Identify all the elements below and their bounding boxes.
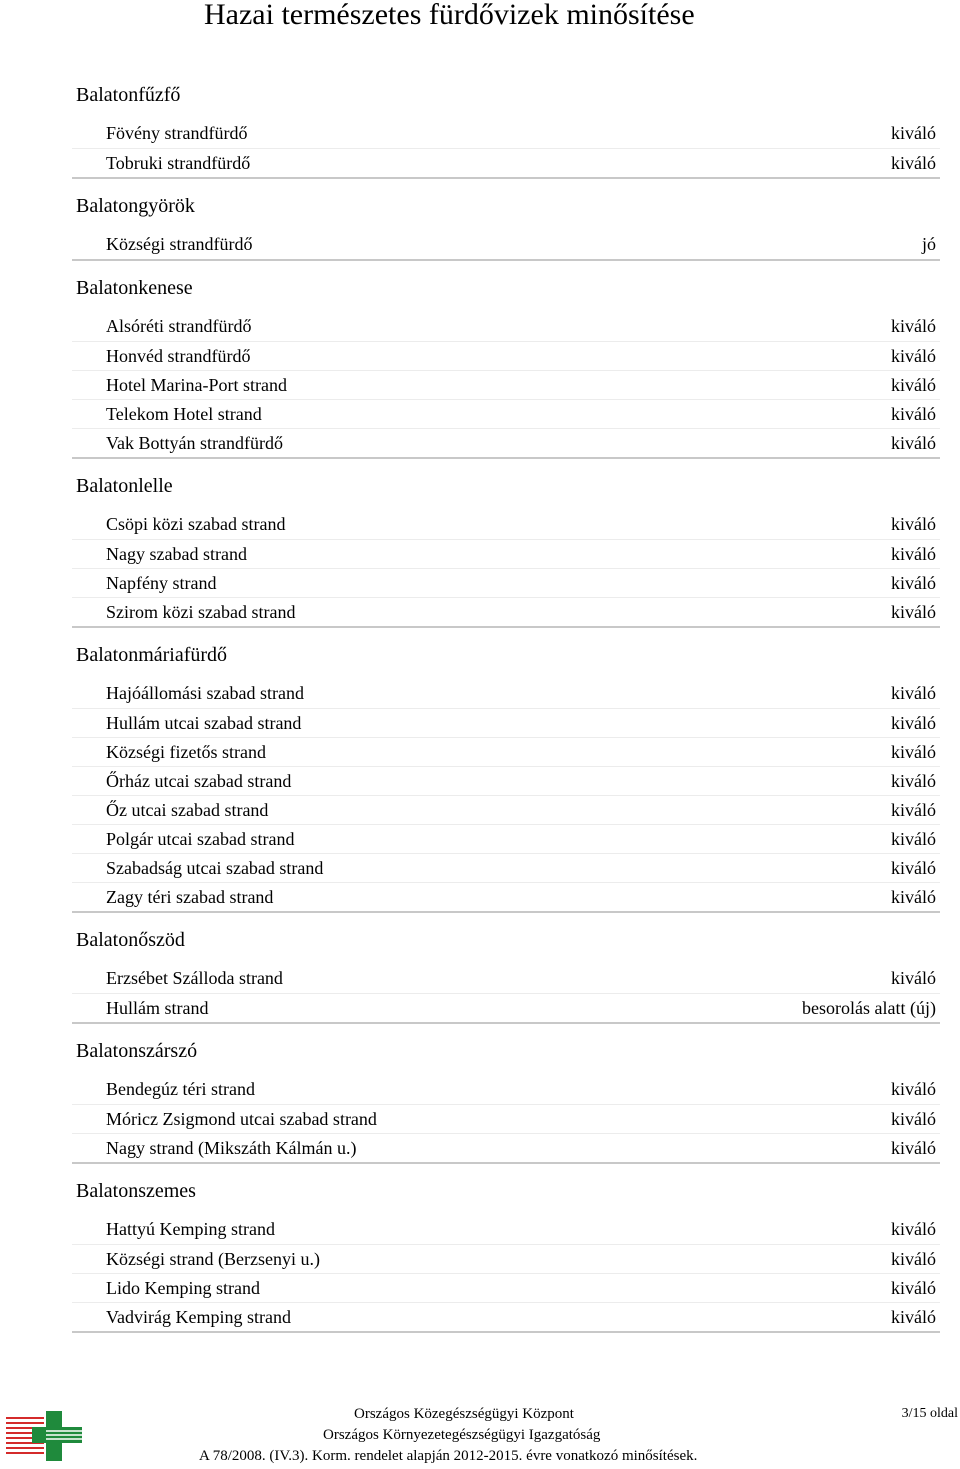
page-footer [0, 1400, 960, 1469]
location-heading: Balatonszemes [76, 1180, 196, 1202]
beach-row [72, 882, 940, 911]
beach-name: Bendegúz téri strand [106, 1079, 255, 1099]
quality-rating: kiváló [891, 433, 936, 453]
beach-row [72, 119, 940, 148]
beach-row [72, 341, 940, 370]
beach-name: Hotel Marina-Port strand [106, 375, 287, 395]
location-heading: Balatonlelle [76, 475, 173, 497]
quality-rating: kiváló [891, 713, 936, 733]
footer-directorate: Országos Környezetegészségügyi Igazgatóság [323, 1427, 601, 1443]
beach-name: Őz utcai szabad strand [106, 800, 269, 820]
beach-row [72, 766, 940, 795]
beach-row [72, 1302, 940, 1331]
beach-row [72, 1244, 940, 1273]
beach-name: Őrház utcai szabad strand [106, 771, 292, 791]
beach-name: Nagy szabad strand [106, 544, 247, 564]
quality-rating: kiváló [891, 742, 936, 762]
beach-list [72, 312, 940, 459]
beach-name: Községi strandfürdő [106, 234, 253, 254]
quality-rating: kiváló [891, 375, 936, 395]
beach-list [72, 510, 940, 628]
quality-rating: kiváló [891, 404, 936, 424]
beach-name: Vak Bottyán strandfürdő [106, 433, 283, 453]
beach-row [72, 1104, 940, 1133]
health-cross-logo-icon [4, 1408, 86, 1464]
beach-row [72, 510, 940, 539]
quality-rating: kiváló [891, 800, 936, 820]
quality-rating: kiváló [891, 1138, 936, 1158]
beach-name: Hajóállomási szabad strand [106, 683, 304, 703]
location-section [72, 640, 940, 913]
quality-rating: kiváló [891, 123, 936, 143]
beach-row [72, 993, 940, 1022]
quality-rating: kiváló [891, 602, 936, 622]
location-heading: Balatonőszöd [76, 929, 185, 951]
beach-name: Hullám utcai szabad strand [106, 713, 302, 733]
beach-name: Alsóréti strandfürdő [106, 316, 252, 336]
quality-rating: kiváló [891, 771, 936, 791]
beach-list [72, 679, 940, 913]
beach-name: Szirom közi szabad strand [106, 602, 296, 622]
location-heading: Balatonkenese [76, 277, 193, 299]
beach-name: Lido Kemping strand [106, 1278, 260, 1298]
location-section [72, 80, 940, 179]
bathing-water-list [72, 80, 940, 1345]
quality-rating: kiváló [891, 1249, 936, 1269]
beach-name: Tobruki strandfürdő [106, 153, 251, 173]
beach-row [72, 597, 940, 626]
beach-list [72, 230, 940, 261]
beach-name: Honvéd strandfürdő [106, 346, 251, 366]
beach-name: Móricz Zsigmond utcai szabad strand [106, 1109, 377, 1129]
beach-row [72, 539, 940, 568]
quality-rating: kiváló [891, 316, 936, 336]
beach-row [72, 428, 940, 457]
beach-name: Szabadság utcai szabad strand [106, 858, 324, 878]
beach-list [72, 964, 940, 1024]
beach-row [72, 1133, 940, 1162]
quality-rating: kiváló [891, 1278, 936, 1298]
beach-name: Csöpi közi szabad strand [106, 514, 286, 534]
beach-name: Fövény strandfürdő [106, 123, 248, 143]
beach-row [72, 312, 940, 341]
beach-name: Napfény strand [106, 573, 217, 593]
quality-rating: kiváló [891, 514, 936, 534]
quality-rating: kiváló [891, 153, 936, 173]
beach-row [72, 568, 940, 597]
beach-name: Telekom Hotel strand [106, 404, 262, 424]
location-section [72, 1176, 940, 1333]
location-section [72, 1036, 940, 1164]
beach-name: Vadvirág Kemping strand [106, 1307, 291, 1327]
beach-name: Községi strand (Berzsenyi u.) [106, 1249, 320, 1269]
location-heading: Balatonszárszó [76, 1040, 198, 1062]
quality-rating: kiváló [891, 346, 936, 366]
beach-row [72, 399, 940, 428]
quality-rating: kiváló [891, 1079, 936, 1099]
beach-row [72, 708, 940, 737]
beach-name: Polgár utcai szabad strand [106, 829, 295, 849]
quality-rating: kiváló [891, 858, 936, 878]
beach-list [72, 119, 940, 179]
quality-rating: kiváló [891, 829, 936, 849]
beach-name: Zagy téri szabad strand [106, 887, 274, 907]
beach-row [72, 795, 940, 824]
beach-row [72, 824, 940, 853]
location-section [72, 925, 940, 1024]
page-title: Hazai természetes fürdővizek minősítése [204, 0, 695, 31]
quality-rating: jó [921, 234, 936, 254]
location-heading: Balatongyörök [76, 195, 195, 217]
beach-row [72, 679, 940, 708]
location-heading: Balatonfűzfő [76, 84, 181, 106]
quality-rating: kiváló [891, 683, 936, 703]
beach-name: Községi fizetős strand [106, 742, 266, 762]
beach-row [72, 1273, 940, 1302]
beach-name: Erzsébet Szálloda strand [106, 968, 283, 988]
beach-row [72, 370, 940, 399]
footer-legal-note: A 78/2008. (IV.3). Korm. rendelet alapján 2012-2015. évre vonatkozó minősítések. [199, 1448, 698, 1464]
beach-row [72, 853, 940, 882]
beach-row [72, 1075, 940, 1104]
quality-rating: kiváló [891, 968, 936, 988]
location-section [72, 273, 940, 459]
beach-row [72, 964, 940, 993]
quality-rating: kiváló [891, 1307, 936, 1327]
location-heading: Balatonmáriafürdő [76, 644, 228, 666]
beach-row [72, 230, 940, 259]
location-section [72, 471, 940, 628]
beach-list [72, 1075, 940, 1164]
location-section [72, 191, 940, 261]
quality-rating: besorolás alatt (új) [802, 998, 936, 1018]
page-number: 3/15 oldal [901, 1406, 958, 1421]
quality-rating: kiváló [891, 1219, 936, 1239]
quality-rating: kiváló [891, 1109, 936, 1129]
beach-name: Hullám strand [106, 998, 209, 1018]
beach-name: Nagy strand (Mikszáth Kálmán u.) [106, 1138, 357, 1158]
beach-row [72, 1215, 940, 1244]
beach-row [72, 148, 940, 177]
quality-rating: kiváló [891, 887, 936, 907]
footer-organization: Országos Közegészségügyi Központ [354, 1406, 574, 1422]
beach-list [72, 1215, 940, 1333]
beach-row [72, 737, 940, 766]
quality-rating: kiváló [891, 573, 936, 593]
quality-rating: kiváló [891, 544, 936, 564]
beach-name: Hattyú Kemping strand [106, 1219, 275, 1239]
